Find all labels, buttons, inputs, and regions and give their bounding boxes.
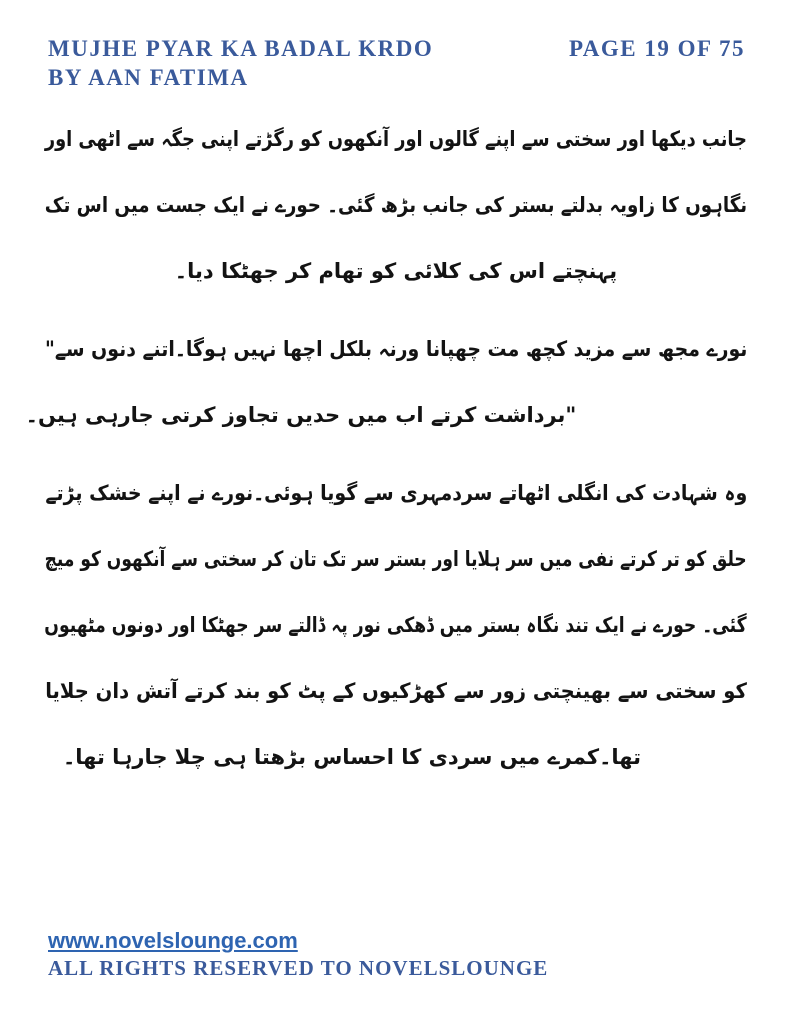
text-line: جانب دیکھا اور سختی سے اپنے گالوں اور آنکھوں کو رگڑتے اپنی جگہ سے اٹھی اور bbox=[44, 127, 747, 151]
text-line: حلق کو تر کرتے نفی میں سر ہلایا اور بستر سر تک تان کر سختی سے آنکھوں کو میچ bbox=[44, 547, 747, 571]
text-line: نورے مجھ سے مزید کچھ مت چھپانا ورنہ بلکل اچھا نہیں ہوگا۔اتنے دنوں سے" bbox=[44, 337, 747, 361]
text-line: وہ شہادت کی انگلی اٹھاتے سردمہری سے گویا ہوئی۔نورے نے اپنے خشک پڑتے bbox=[45, 481, 747, 505]
text-line: نگاہوں کا زاویہ بدلتے بستر کی جانب بڑھ گئی۔ حورے نے ایک جست میں اس تک bbox=[44, 193, 747, 217]
story-text bbox=[25, 106, 747, 790]
website-link[interactable]: www.novelslounge.com bbox=[48, 928, 298, 953]
author-name: BY AAN FATIMA bbox=[48, 65, 249, 91]
book-title: MUJHE PYAR KA BADAL KRDO bbox=[48, 36, 434, 61]
text-line: کو سختی سے بھینچتی زور سے کھڑکیوں کے پٹ کو بند کرتے آتش دان جلایا bbox=[45, 679, 747, 703]
text-line: تھا۔کمرے میں سردی کا احساس بڑھتا ہی چلا جارہا تھا۔ bbox=[62, 745, 642, 769]
page-number: PAGE 19 OF 75 bbox=[568, 36, 745, 61]
page-footer bbox=[48, 928, 548, 980]
text-line: گئی۔ حورے نے ایک تند نگاہ بستر میں ڈھکی نور پہ ڈالتے سر جھٹکا اور دونوں مٹھیوں bbox=[44, 613, 747, 637]
copyright-notice: ALL RIGHTS RESERVED TO NOVELSLOUNGE bbox=[48, 956, 549, 980]
text-line: "برداشت کرتے اب میں حدیں تجاوز کرتی جارہی ہیں۔ bbox=[25, 403, 577, 427]
author-row bbox=[48, 65, 745, 91]
text-line: پہنچتے اس کی کلائی کو تھام کر جھٹکا دیا۔ bbox=[174, 259, 618, 283]
header-row bbox=[48, 36, 745, 62]
page-header bbox=[48, 36, 745, 92]
